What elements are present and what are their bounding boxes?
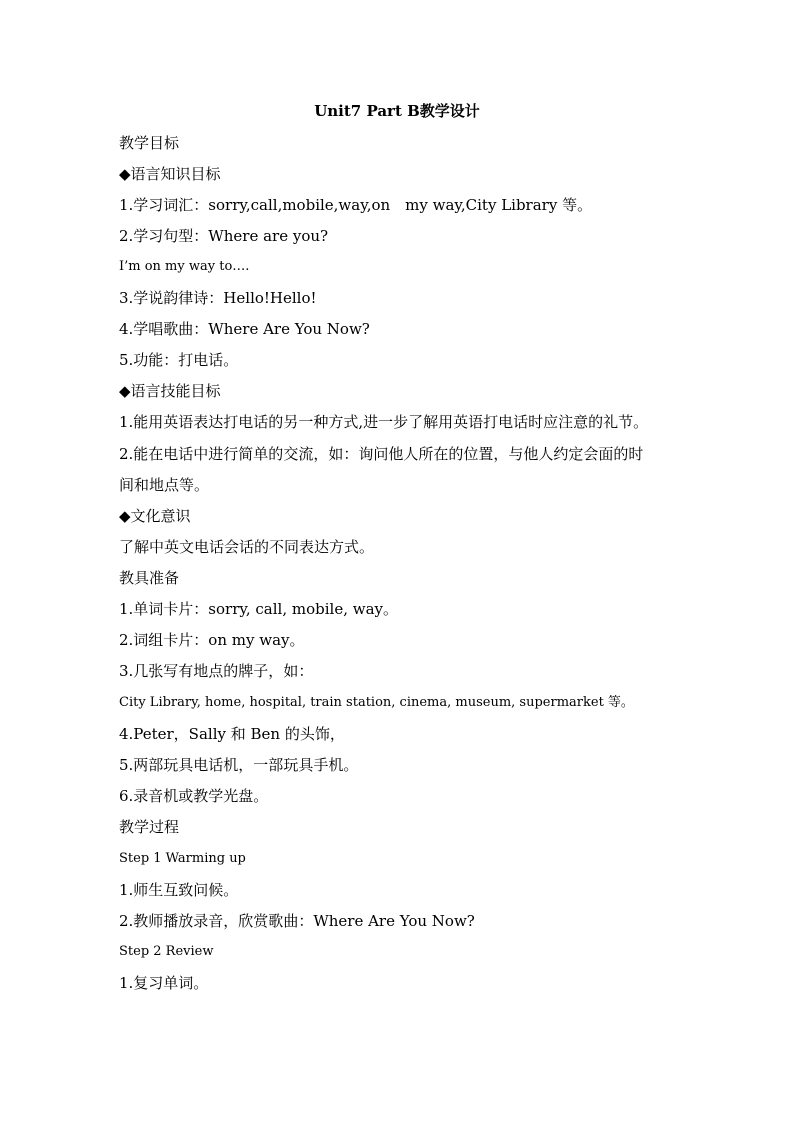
subheading-language-skills: ◆语言技能目标 <box>119 382 221 400</box>
body-line: 2.词组卡片：on my way。 <box>119 631 305 649</box>
body-line: 1.单词卡片：sorry, call, mobile, way。 <box>119 600 398 618</box>
body-line: 间和地点等。 <box>119 476 210 494</box>
body-line: 5.功能：打电话。 <box>119 351 239 369</box>
subheading-language-knowledge: ◆语言知识目标 <box>119 165 221 183</box>
body-line: 1.复习单词。 <box>119 974 209 992</box>
body-line: 了解中英文电话会话的不同表达方式。 <box>119 538 375 556</box>
body-line: 3.几张写有地点的牌子，如： <box>119 662 314 680</box>
body-line: 3.学说韵律诗：Hello!Hello! <box>119 289 317 307</box>
section-heading-teaching-aids: 教具准备 <box>119 569 180 587</box>
body-line: City Library, home, hospital, train station, cinema, museum, supermarket 等。 <box>119 695 634 710</box>
document-title: Unit7 Part B教学设计 <box>314 102 480 120</box>
section-heading-teaching-process: 教学过程 <box>119 818 180 836</box>
body-line: 2.能在电话中进行简单的交流，如：询问他人所在的位置，与他人约定会面的时 <box>119 445 644 463</box>
step-heading: Step 2 Review <box>119 944 214 959</box>
body-line: 4.学唱歌曲：Where Are You Now? <box>119 320 370 338</box>
body-line: 1.师生互致问候。 <box>119 881 239 899</box>
body-line: 1.能用英语表达打电话的另一种方式,进一步了解用英语打电话时应注意的礼节。 <box>119 413 649 431</box>
step-heading: Step 1 Warming up <box>119 851 246 866</box>
section-heading-teaching-objectives: 教学目标 <box>119 134 180 152</box>
body-line: 4.Peter，Sally 和 Ben 的头饰， <box>119 725 345 743</box>
body-line: 6.录音机或教学光盘。 <box>119 787 269 805</box>
body-line: 2.学习句型：Where are you? <box>119 227 329 245</box>
body-line: I’m on my way to…. <box>119 259 250 274</box>
body-line: 2.教师播放录音，欣赏歌曲：Where Are You Now? <box>119 912 475 930</box>
body-line: 5.两部玩具电话机，一部玩具手机。 <box>119 756 359 774</box>
body-line: 1.学习词汇：sorry,call,mobile,way,on my way,City Library 等。 <box>119 196 593 214</box>
subheading-cultural-awareness: ◆文化意识 <box>119 507 191 525</box>
